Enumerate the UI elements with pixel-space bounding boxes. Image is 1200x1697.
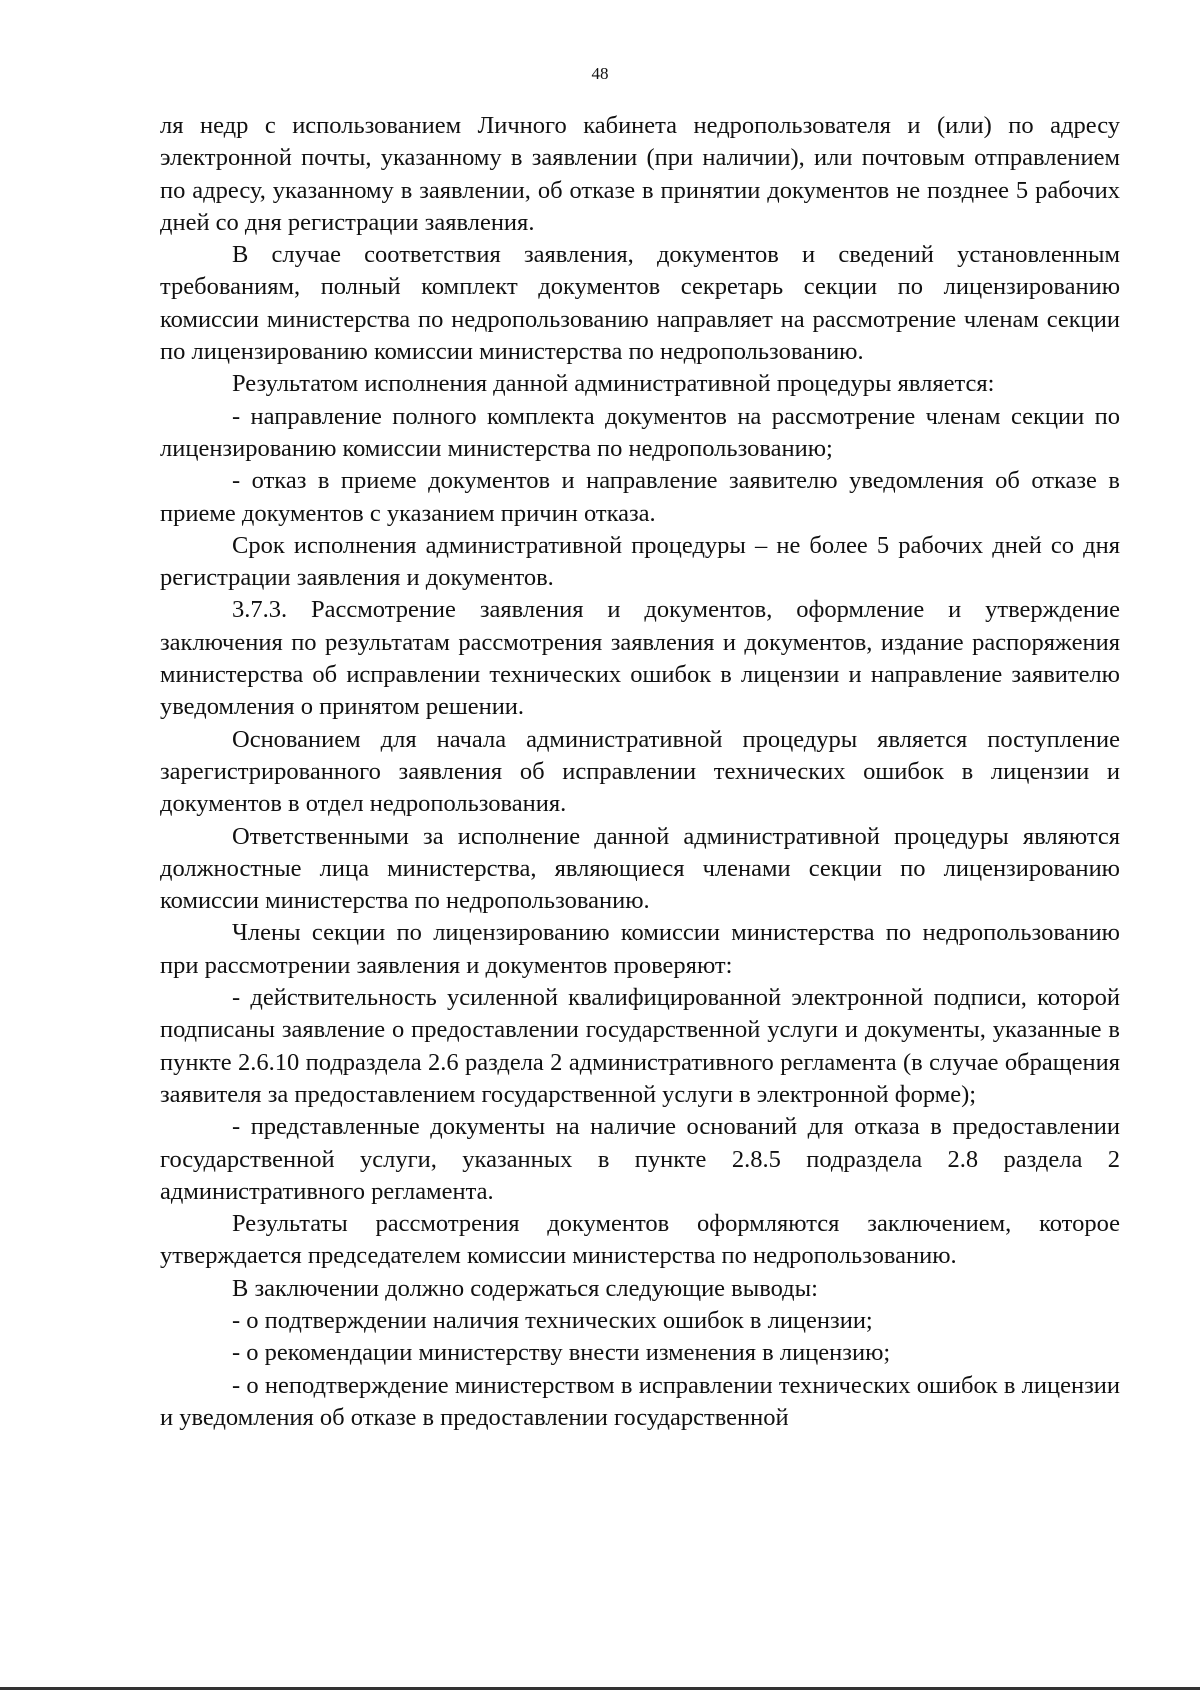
paragraph-8: Результаты рассмотрения документов оформляются заключением, которое утверждается председателем комиссии министерства по недропользованию. bbox=[160, 1210, 1120, 1270]
paragraph-6: Ответственными за исполнение данной административной процедуры являются должностные лица министерства, являющиеся членами секции по лицензированию комиссии министерства по недропользованию. bbox=[160, 822, 1120, 915]
paragraph-1: ля недр с использованием Личного кабинета недропользователя и (или) по адресу электронной почты, указанному в заявлении (при наличии), или почтовым отправлением по адресу, указанному в заявлении, об отказе в принятии документов не позднее 5 рабочих дней со дня регистрации заявления. bbox=[160, 112, 1120, 236]
list-item-3: - действительность усиленной квалифицированной электронной подписи, которой подписаны заявление о предоставлении государственной услуги и документы, указанные в пункте 2.6.10 подраздела 2.6 раздела 2 административного регламента (в случае обращения заявителя за предоставлением государственной услуги в электронной форме); bbox=[160, 984, 1120, 1108]
document-body bbox=[160, 110, 1120, 1434]
scan-bottom-edge bbox=[0, 1687, 1200, 1690]
page-number: 48 bbox=[591, 64, 609, 83]
paragraph-4: Срок исполнения административной процедуры – не более 5 рабочих дней со дня регистрации заявления и документов. bbox=[160, 531, 1120, 592]
list-item-1: - направление полного комплекта документов на рассмотрение членам секции по лицензированию комиссии министерства по недропользованию; bbox=[160, 402, 1120, 462]
paragraph-7: Члены секции по лицензированию комиссии министерства по недропользованию при рассмотрении заявления и документов проверяют: bbox=[160, 919, 1120, 979]
list-item-2: - отказ в приеме документов и направление заявителю уведомления об отказе в приеме документов с указанием причин отказа. bbox=[160, 467, 1120, 527]
list-item-6: - о рекомендации министерству внести изменения в лицензию; bbox=[232, 1339, 891, 1367]
paragraph-9: В заключении должно содержаться следующие выводы: bbox=[232, 1274, 818, 1302]
paragraph-5: Основанием для начала административной процедуры является поступление зарегистрированного заявления об исправлении технических ошибок в лицензии и документов в отдел недропользования. bbox=[160, 725, 1120, 818]
list-item-5: - о подтверждении наличия технических ошибок в лицензии; bbox=[232, 1306, 873, 1334]
paragraph-3: Результатом исполнения данной административной процедуры является: bbox=[232, 370, 995, 398]
list-item-7: - о неподтверждение министерством в исправлении технических ошибок в лицензии и уведомления об отказе в предоставлении государственной bbox=[160, 1371, 1120, 1431]
section-3-7-3: 3.7.3. Рассмотрение заявления и документов, оформление и утверждение заключения по результатам рассмотрения заявления и документов, издание распоряжения министерства об исправлении технических ошибок в лицензии и направление заявителю уведомления о принятом решении. bbox=[160, 596, 1120, 721]
list-item-4: - представленные документы на наличие оснований для отказа в предоставлении государственной услуги, указанных в пункте 2.8.5 подраздела 2.8 раздела 2 административного регламента. bbox=[160, 1113, 1120, 1205]
paragraph-2: В случае соответствия заявления, документов и сведений установленным требованиям, полный комплект документов секретарь секции по лицензированию комиссии министерства по недропользованию направляет на рассмотрение членам секции по лицензированию комиссии министерства по недропользованию. bbox=[160, 241, 1120, 366]
